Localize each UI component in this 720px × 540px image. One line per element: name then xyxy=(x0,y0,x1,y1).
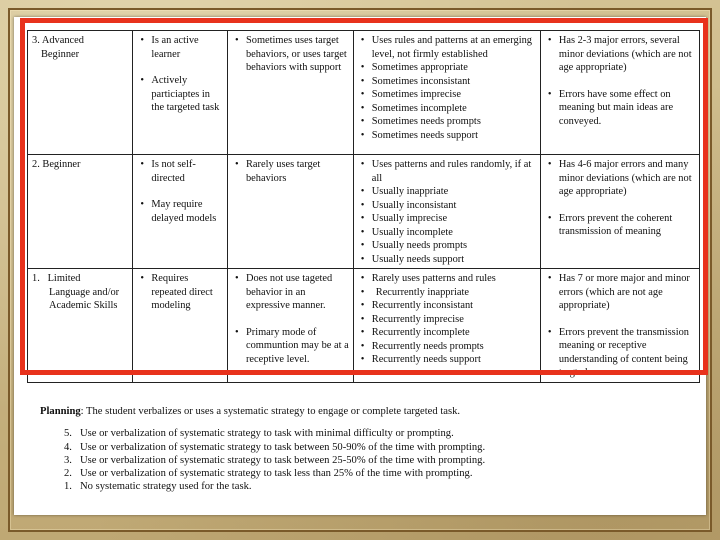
planning-description xyxy=(40,405,680,418)
scale-number: 5. xyxy=(64,428,72,440)
rules-item: • Uses patterns and rules randomly, if at all xyxy=(372,158,536,185)
errors-item: • Has 2-3 major errors, several minor deviations (which are not age appropriate) xyxy=(559,34,695,75)
rules-item: • Recurrently needs prompts xyxy=(372,340,536,354)
rules-item: • Sometimes incomplete xyxy=(372,102,536,116)
rules-item: • Recurrently inconsistant xyxy=(372,299,536,313)
participation-item: • Is not self-directed xyxy=(151,158,223,185)
scale-number: 4. xyxy=(64,441,72,453)
rules-item: • Usually inappriate xyxy=(372,185,536,199)
rules-item: • Usually imprecise xyxy=(372,212,536,226)
errors-item: • Errors have some effect on meaning but main ideas are conveyed. xyxy=(559,88,695,129)
level-label-line: 3. Advanced xyxy=(32,35,84,46)
rules-item: • Usually needs prompts xyxy=(372,239,536,253)
scale-text: Use or verbalization of systematic strategy to task between 50-90% of the time with prompting. xyxy=(80,441,486,453)
planning-scale-item xyxy=(64,480,680,493)
scale-text: Use or verbalization of systematic strategy to task less than 25% of the time with prompting. xyxy=(80,468,473,480)
rules-item: • Sometimes needs support xyxy=(372,129,536,143)
scale-number: 3. xyxy=(64,454,72,466)
rules-item: • Rarely uses patterns and rules xyxy=(372,272,536,286)
errors-item: • Has 4-6 major errors and many minor deviations (which are not age appropriate) xyxy=(559,158,695,199)
rules-item: • Sometimes imprecise xyxy=(372,88,536,102)
rules-item: • Sometimes appropriate xyxy=(372,61,536,75)
planning-scale-item xyxy=(64,454,680,467)
planning-scale-item xyxy=(64,467,680,480)
behaviors-item: • Rarely uses target behaviors xyxy=(246,158,349,185)
planning-label: Planning xyxy=(40,406,81,417)
participation-item: • May require delayed models xyxy=(151,198,223,225)
participation-item: • Is an active learner xyxy=(151,34,223,61)
scale-text: Use or verbalization of systematic strategy to task with minimal difficulty or prompting. xyxy=(80,428,454,440)
participation-item: • Requires repeated direct modeling xyxy=(151,272,223,313)
scale-number: 1. xyxy=(64,481,72,493)
planning-section xyxy=(40,405,680,494)
rules-item: • Usually needs support xyxy=(372,253,536,267)
rules-item: • Recurrently incomplete xyxy=(372,326,536,340)
rules-item: • Usually incomplete xyxy=(372,226,536,240)
planning-scale-item xyxy=(64,441,680,454)
rules-item: • Recurrently needs support xyxy=(372,353,536,367)
scale-number: 2. xyxy=(64,468,72,480)
errors-item: • Errors prevent the transmission meaning or receptive understanding of content being targted xyxy=(559,326,695,380)
rules-item: • Sometimes needs prompts xyxy=(372,115,536,129)
errors-item: • Errors prevent the coherent transmission of meaning xyxy=(559,212,695,239)
rules-item: • Recurrently inappriate xyxy=(372,286,536,300)
scale-text: No systematic strategy used for the task. xyxy=(80,481,252,493)
level-label-line: 1. Limited xyxy=(32,273,81,284)
planning-scale xyxy=(40,427,680,493)
planning-text: : The student verbalizes or uses a systematic strategy to engage or complete targeted task. xyxy=(80,406,461,417)
rules-item: • Uses rules and patterns at an emerging level, not firmly established xyxy=(372,34,536,61)
participation-item: • Actively particiaptes in the targeted task xyxy=(151,74,223,115)
scale-text: Use or verbalization of systematic strategy to task between 25-50% of the time with prompting. xyxy=(80,454,486,466)
highlight-box xyxy=(20,18,708,375)
planning-scale-item xyxy=(64,427,680,440)
behaviors-item: • Sometimes uses target behaviors, or uses target behaviors with support xyxy=(246,34,349,75)
level-label-line: Beginner xyxy=(41,48,80,60)
behaviors-item: • Primary mode of communtion may be at a receptive level. xyxy=(246,326,349,367)
level-label-line: 2. Beginner xyxy=(32,159,81,170)
behaviors-item: • Does not use tageted behavior in an expressive manner. xyxy=(246,272,349,313)
level-label-line: Language and/or xyxy=(49,286,120,298)
rules-item: • Recurrently imprecise xyxy=(372,313,536,327)
errors-item: • Has 7 or more major and minor errors (which are not age appropriate) xyxy=(559,272,695,313)
level-label-line: Academic Skills xyxy=(49,300,118,311)
rules-item: • Usually inconsistant xyxy=(372,199,536,213)
rules-item: • Sometimes inconsistant xyxy=(372,75,536,89)
